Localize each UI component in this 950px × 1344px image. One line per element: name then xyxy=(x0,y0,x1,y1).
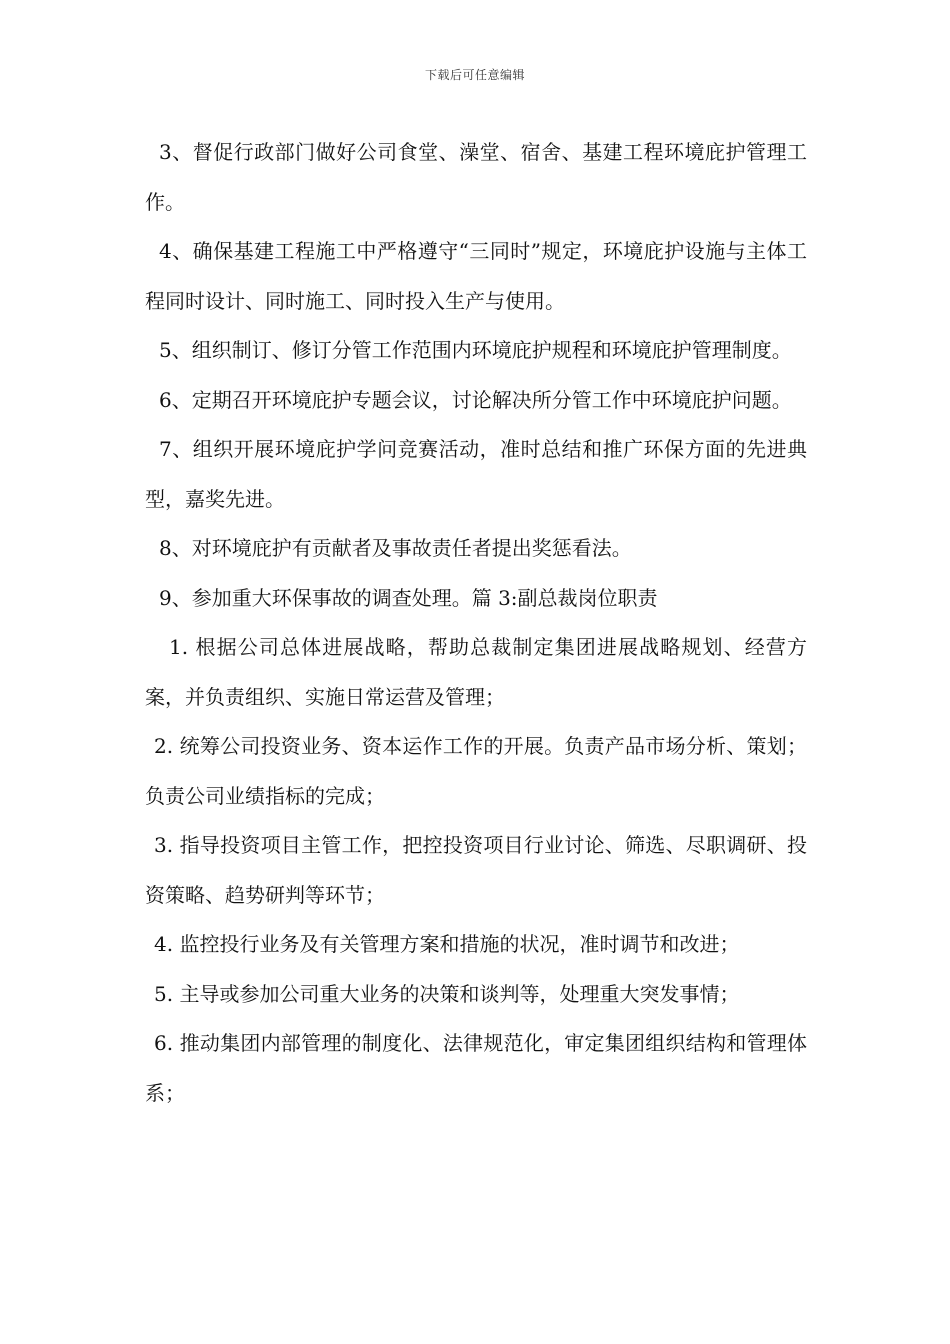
duty-item-5: 5. 主导或参加公司重大业务的决策和谈判等，处理重大突发事情； xyxy=(154,981,740,1006)
page-header: 下载后可任意编辑 xyxy=(424,68,525,82)
paragraph-item-7: 7、组织开展环境庇护学问竞赛活动，准时总结和推广环保方面的先进典型，嘉奖先进。 xyxy=(145,437,807,511)
paragraph-item-3: 3、督促行政部门做好公司食堂、澡堂、宿舍、基建工程环境庇护管理工作。 xyxy=(145,140,807,214)
duty-item-4: 4. 监控投行业务及有关管理方案和措施的状况，准时调节和改进； xyxy=(154,932,740,956)
paragraph-item-8: 8、对环境庇护有贡献者及事故责任者提出奖惩看法。 xyxy=(159,536,632,560)
paragraph-item-4: 4、确保基建工程施工中严格遵守“三同时”规定，环境庇护设施与主体工程同时设计、同时施工、同时投入生产与使用。 xyxy=(145,239,807,313)
duty-item-2: 2. 统筹公司投资业务、资本运作工作的开展。负责产品市场分析、策划；负责公司业绩指标的完成； xyxy=(145,734,807,808)
paragraph-item-6: 6、定期召开环境庇护专题会议，讨论解决所分管工作中环境庇护问题。 xyxy=(159,387,792,412)
document-body xyxy=(145,128,807,1118)
duty-item-3: 3. 指导投资项目主管工作，把控投资项目行业讨论、筛选、尽职调研、投资策略、趋势研判等环节； xyxy=(145,833,807,907)
paragraph-item-9: 9、参加重大环保事故的调查处理。篇 3:副总裁岗位职责 xyxy=(159,585,658,610)
duty-item-1: 1. 根据公司总体进展战略，帮助总裁制定集团进展战略规划、经营方案，并负责组织、实施日常运营及管理； xyxy=(145,635,807,709)
duty-item-6: 6. 推动集团内部管理的制度化、法律规范化，审定集团组织结构和管理体系； xyxy=(145,1031,807,1105)
paragraph-item-5: 5、组织制订、修订分管工作范围内环境庇护规程和环境庇护管理制度。 xyxy=(159,338,792,362)
